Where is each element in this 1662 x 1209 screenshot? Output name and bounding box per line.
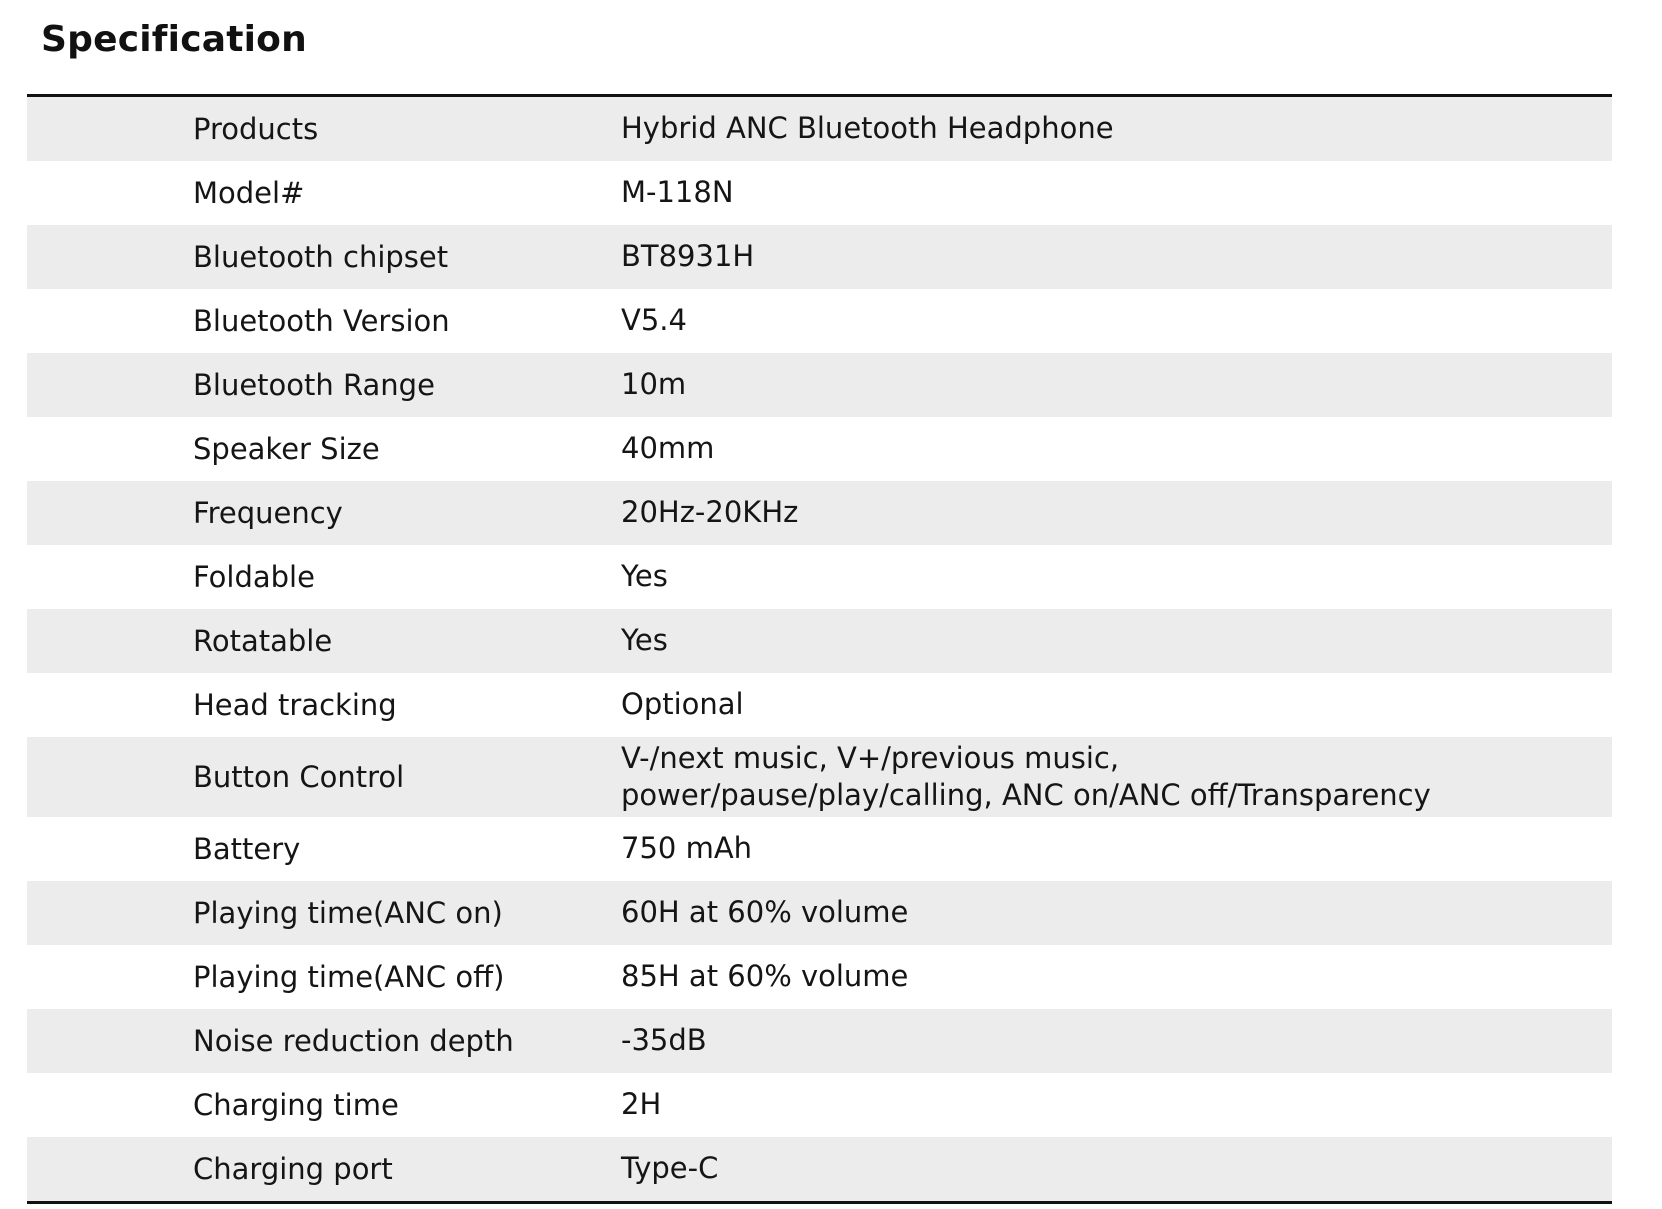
spec-row-battery xyxy=(27,817,1612,881)
spec-label: Bluetooth chipset xyxy=(193,239,449,274)
spec-row-playing-time-anc-on xyxy=(27,881,1612,945)
page-title: Specification xyxy=(41,19,307,60)
spec-label: Bluetooth Range xyxy=(193,367,435,402)
spec-label: Bluetooth Version xyxy=(193,303,450,338)
spec-label: Head tracking xyxy=(193,687,397,722)
spec-value: Yes xyxy=(621,623,668,658)
spec-value: Hybrid ANC Bluetooth Headphone xyxy=(621,111,1114,146)
spec-row-playing-time-anc-off xyxy=(27,945,1612,1009)
spec-value: M-118N xyxy=(621,175,734,210)
spec-row-bluetooth-range xyxy=(27,353,1612,417)
specification-table xyxy=(27,94,1612,1204)
spec-row-frequency xyxy=(27,481,1612,545)
spec-row-bluetooth-chipset xyxy=(27,225,1612,289)
spec-row-speaker-size xyxy=(27,417,1612,481)
spec-value: 750 mAh xyxy=(621,831,753,866)
spec-label: Playing time(ANC on) xyxy=(193,895,503,930)
spec-value: -35dB xyxy=(621,1023,707,1058)
spec-row-button-control xyxy=(27,737,1612,817)
spec-row-head-tracking xyxy=(27,673,1612,737)
spec-value: 20Hz-20KHz xyxy=(621,495,799,530)
spec-row-bluetooth-version xyxy=(27,289,1612,353)
spec-row-model xyxy=(27,161,1612,225)
spec-row-charging-port xyxy=(27,1137,1612,1201)
spec-value: 10m xyxy=(621,367,687,402)
spec-row-foldable xyxy=(27,545,1612,609)
spec-label: Charging port xyxy=(193,1151,393,1186)
spec-value: V5.4 xyxy=(621,303,687,338)
spec-label: Button Control xyxy=(193,759,405,794)
spec-label: Model# xyxy=(193,175,305,210)
spec-value: Yes xyxy=(621,559,668,594)
spec-row-charging-time xyxy=(27,1073,1612,1137)
spec-value: 40mm xyxy=(621,431,715,466)
spec-label: Battery xyxy=(193,831,301,866)
spec-value xyxy=(621,740,1612,814)
spec-value-line: V-/next music, V+/previous music, xyxy=(621,740,1120,775)
spec-value: Type-C xyxy=(621,1151,719,1186)
spec-value: 2H xyxy=(621,1087,662,1122)
spec-value: Optional xyxy=(621,687,744,722)
spec-label: Speaker Size xyxy=(193,431,380,466)
spec-label: Products xyxy=(193,111,319,146)
spec-label: Charging time xyxy=(193,1087,399,1122)
spec-label: Playing time(ANC off) xyxy=(193,959,505,994)
spec-row-noise-reduction-depth xyxy=(27,1009,1612,1073)
spec-label: Foldable xyxy=(193,559,315,594)
spec-row-products xyxy=(27,97,1612,161)
spec-label: Noise reduction depth xyxy=(193,1023,514,1058)
spec-label: Frequency xyxy=(193,495,343,530)
spec-value: BT8931H xyxy=(621,239,755,274)
spec-value: 60H at 60% volume xyxy=(621,895,909,930)
spec-label: Rotatable xyxy=(193,623,333,658)
spec-value: 85H at 60% volume xyxy=(621,959,909,994)
spec-value-line: power/pause/play/calling, ANC on/ANC off/Transparency xyxy=(621,778,1431,812)
spec-row-rotatable xyxy=(27,609,1612,673)
